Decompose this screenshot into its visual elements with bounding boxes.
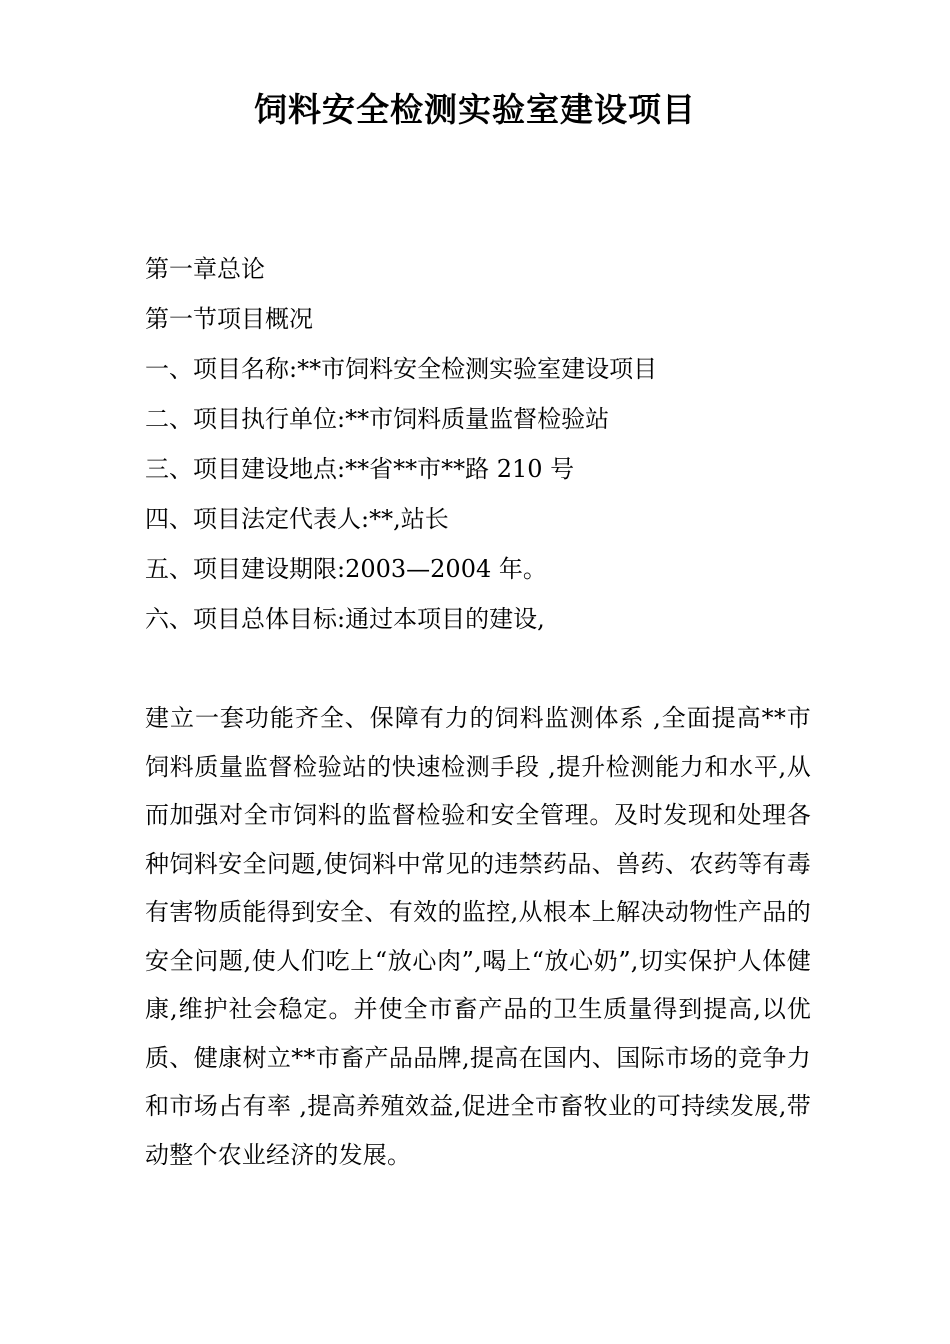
goal-paragraph: 建立一套功能齐全、保障有力的饲料监测体系 ,全面提高**市饲料质量监督检验站的快速检测手段 ,提升检测能力和水平,从而加强对全市饲料的监督检验和安全管理。及时发现和处理各种饲料安全问题,使饲料中常见的违禁药品、兽药、农药等有毒有害物质能得到安全、有效的监控,从根本上解决动物性产品的安全问题,使人们吃上“放心肉”,喝上“放心奶”,切实保护人体健康,维护社会稳定。并使全市畜产品的卫生质量得到提高,以优质、健康树立**市畜产品品牌,提高在国内、国际市场的竞争力和市场占有率 ,提高养殖效益,促进全市畜牧业的可持续发展,带动整个农业经济的发展。: [145, 704, 811, 1169]
section-heading: 第一节项目概况: [145, 305, 313, 333]
outline-item-legal-representative: 四、项目法定代表人:**,站长: [145, 505, 449, 533]
chapter-heading: 第一章总论: [145, 255, 265, 283]
outline-item-overall-goal: 六、项目总体目标:通过本项目的建设,: [145, 605, 545, 633]
outline-item-executing-unit: 二、项目执行单位:**市饲料质量监督检验站: [145, 405, 610, 433]
outline-list: [145, 244, 825, 644]
document-title: 饲料安全检测实验室建设项目: [254, 90, 696, 129]
outline-item-project-name: 一、项目名称:**市饲料安全检测实验室建设项目: [145, 355, 658, 383]
outline-item-construction-period: 五、项目建设期限:2003—2004 年。: [145, 555, 547, 583]
outline-item-location: 三、项目建设地点:**省**市**路 210 号: [145, 455, 575, 483]
